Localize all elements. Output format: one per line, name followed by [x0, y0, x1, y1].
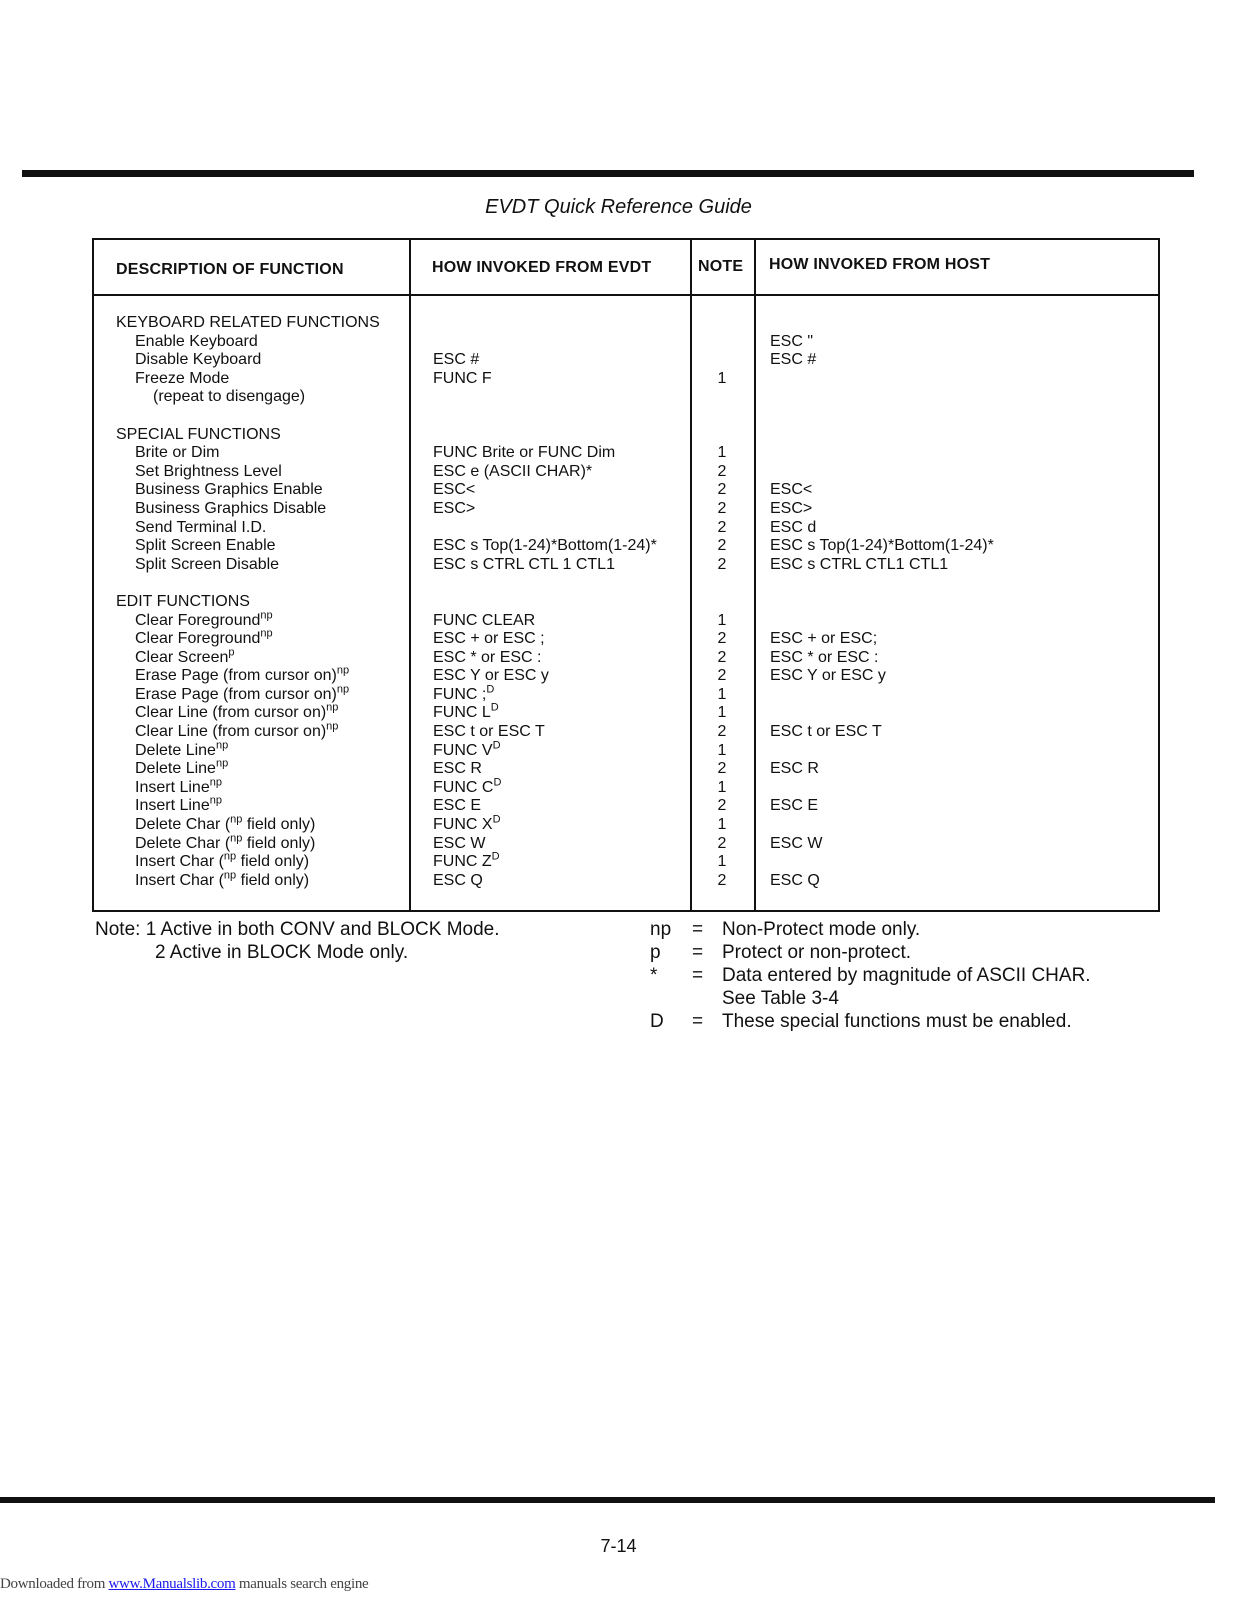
host-invocation: ESC W	[770, 834, 823, 852]
function-description	[116, 481, 406, 500]
evdt-text: ESC Y or ESC y	[433, 667, 549, 685]
function-description	[116, 463, 406, 482]
description-text: Clear Line (from cursor on)	[135, 704, 327, 722]
legend-row	[650, 964, 1190, 987]
reference-table	[92, 238, 1160, 912]
superscript: p	[228, 646, 235, 659]
function-description	[116, 646, 406, 668]
evdt-text: FUNC ;	[433, 685, 487, 703]
host-invocation	[770, 463, 1155, 482]
description-text: Business Graphics Disable	[135, 499, 327, 517]
legend-text: These special functions must be enabled.	[722, 1011, 1072, 1032]
note-number: 1	[717, 704, 727, 722]
evdt-text: ESC + or ESC ;	[433, 630, 545, 648]
description-text: Brite or Dim	[135, 444, 220, 462]
host-invocation	[770, 742, 1155, 761]
host-invocation	[770, 444, 1155, 463]
description-text: Disable Keyboard	[135, 351, 262, 369]
evdt-invocation	[433, 537, 688, 556]
evdt-invocation	[433, 835, 688, 854]
evdt-text: ESC<	[433, 481, 476, 499]
legend-equals: =	[692, 919, 704, 940]
evdt-invocation	[433, 850, 688, 872]
description-text: Delete Char (	[135, 816, 231, 834]
host-invocation: ESC + or ESC;	[770, 630, 878, 648]
section-heading: SPECIAL FUNCTIONS	[116, 425, 281, 443]
empty-cell	[770, 593, 1155, 612]
evdt-invocation	[433, 683, 688, 705]
legend-row	[650, 941, 1190, 964]
legend-symbol: D	[650, 1011, 664, 1032]
host-invocation: ESC d	[770, 518, 817, 536]
evdt-text: FUNC CLEAR	[433, 611, 536, 629]
superscript: np	[223, 869, 237, 882]
superscript: D	[493, 776, 502, 789]
evdt-column	[433, 314, 688, 890]
superscript: np	[260, 627, 273, 640]
evdt-text: ESC s Top(1-24)*Bottom(1-24)*	[433, 537, 657, 555]
section-gap	[116, 407, 406, 426]
function-description	[116, 683, 406, 705]
legend-symbol: p	[650, 942, 661, 963]
note-number: 2	[717, 462, 727, 480]
host-invocation	[770, 853, 1155, 872]
bottom-rule	[0, 1497, 1215, 1503]
note-number: 1	[717, 444, 727, 462]
function-description	[116, 556, 406, 575]
page-title: EVDT Quick Reference Guide	[485, 196, 752, 218]
evdt-text: ESC W	[433, 834, 486, 852]
superscript: D	[491, 850, 500, 863]
description-column	[116, 314, 406, 890]
description-text: Enable Keyboard	[135, 332, 258, 350]
function-description	[116, 813, 406, 835]
function-description	[116, 664, 406, 686]
notes-left	[95, 918, 500, 964]
function-description	[116, 869, 406, 891]
description-text: field only)	[236, 853, 310, 871]
description-text: Erase Page (from cursor on)	[135, 685, 337, 703]
legend-equals: =	[692, 942, 704, 963]
note-label: Note:	[95, 919, 141, 940]
evdt-text: ESC * or ESC :	[433, 648, 542, 666]
evdt-invocation	[433, 612, 688, 631]
note-number: 1	[717, 778, 727, 796]
empty-cell	[694, 593, 750, 612]
section-heading: KEYBOARD RELATED FUNCTIONS	[116, 314, 380, 331]
legend-equals: =	[692, 965, 704, 986]
header-note: NOTE	[698, 258, 744, 275]
note-number: 2	[717, 518, 727, 536]
host-invocation	[770, 686, 1155, 705]
host-invocation	[770, 704, 1155, 723]
host-invocation: ESC Y or ESC y	[770, 667, 886, 685]
evdt-invocation	[433, 739, 688, 761]
page-number: 7-14	[600, 1536, 637, 1556]
section-heading: EDIT FUNCTIONS	[116, 592, 250, 610]
section-gap	[770, 574, 1155, 593]
column-divider	[690, 240, 692, 910]
superscript: D	[492, 813, 501, 826]
superscript: np	[215, 739, 229, 752]
description-text: Insert Line	[135, 797, 210, 815]
evdt-invocation	[433, 500, 688, 519]
description-text: Set Brightness Level	[135, 462, 282, 480]
note-column	[694, 314, 750, 890]
host-invocation	[770, 779, 1155, 798]
note-number: 2	[717, 797, 727, 815]
header-description: DESCRIPTION OF FUNCTION	[116, 261, 344, 278]
superscript: np	[326, 720, 339, 733]
note-number	[694, 388, 750, 407]
evdt-invocation	[433, 797, 688, 816]
section-gap	[694, 407, 750, 426]
note-number: 2	[717, 555, 727, 573]
legend-symbol: np	[650, 919, 672, 940]
evdt-invocation	[433, 463, 688, 482]
manualslib-link[interactable]: www.Manualslib.com	[108, 1576, 236, 1592]
function-description	[116, 333, 406, 352]
note-1: 1 Active in both CONV and BLOCK Mode.	[145, 919, 500, 940]
host-invocation	[770, 816, 1155, 835]
note-number: 2	[717, 834, 727, 852]
note-number: 1	[717, 816, 727, 834]
description-text: Erase Page (from cursor on)	[135, 667, 337, 685]
description-text: Split Screen Disable	[135, 555, 280, 573]
host-column	[770, 314, 1155, 890]
note-number: 2	[717, 537, 727, 555]
empty-cell	[433, 426, 688, 445]
evdt-invocation	[433, 704, 688, 723]
legend-row	[650, 987, 1190, 1010]
note-number: 1	[717, 369, 727, 387]
note-number: 1	[717, 611, 727, 629]
evdt-text: FUNC X	[433, 816, 493, 834]
legend	[650, 918, 1190, 1033]
note-number: 2	[717, 667, 727, 685]
footer-prefix: Downloaded from	[0, 1576, 109, 1592]
function-description	[116, 388, 406, 407]
legend-equals	[692, 987, 722, 1010]
description-text: Clear Foreground	[135, 630, 261, 648]
evdt-invocation	[433, 872, 688, 891]
evdt-invocation	[433, 649, 688, 668]
evdt-text: ESC Q	[433, 871, 483, 889]
description-text: Split Screen Enable	[135, 537, 276, 555]
host-invocation	[770, 388, 1155, 407]
legend-text: See Table 3-4	[722, 988, 839, 1009]
host-invocation: ESC Q	[770, 871, 820, 889]
host-invocation: ESC #	[770, 351, 817, 369]
section-gap	[770, 407, 1155, 426]
legend-row	[650, 1010, 1190, 1033]
evdt-text: ESC>	[433, 499, 476, 517]
host-invocation: ESC "	[770, 332, 814, 350]
function-description	[116, 370, 406, 389]
evdt-invocation	[433, 444, 688, 463]
evdt-text: ESC t or ESC T	[433, 723, 545, 741]
description-text: Delete Line	[135, 760, 216, 778]
evdt-text: FUNC L	[433, 704, 491, 722]
description-text: Clear Screen	[135, 648, 229, 666]
superscript: np	[260, 609, 273, 622]
empty-cell	[433, 314, 688, 333]
function-description	[116, 776, 406, 798]
legend-equals: =	[692, 1011, 704, 1032]
superscript: D	[486, 683, 495, 696]
host-invocation: ESC s CTRL CTL1 CTL1	[770, 555, 949, 573]
function-description	[116, 500, 406, 519]
description-text: Delete Char (	[135, 834, 231, 852]
section-gap	[116, 574, 406, 593]
description-text: field only)	[236, 871, 310, 889]
host-invocation	[770, 370, 1155, 389]
header-evdt: HOW INVOKED FROM EVDT	[432, 259, 652, 276]
function-description	[116, 720, 406, 742]
legend-symbol	[650, 987, 692, 1010]
superscript: D	[490, 702, 499, 715]
function-description	[116, 351, 406, 370]
evdt-invocation	[433, 556, 688, 575]
description-text: Clear Line (from cursor on)	[135, 723, 327, 741]
section-gap	[433, 574, 688, 593]
footer-suffix: manuals search engine	[235, 1576, 369, 1592]
evdt-invocation	[433, 388, 688, 407]
superscript: np	[215, 757, 229, 770]
note-number	[694, 333, 750, 352]
description-text: Freeze Mode	[135, 369, 230, 387]
evdt-text: ESC e (ASCII CHAR)*	[433, 462, 593, 480]
host-invocation: ESC s Top(1-24)*Bottom(1-24)*	[770, 537, 994, 555]
host-invocation: ESC E	[770, 797, 819, 815]
legend-symbol: *	[650, 965, 658, 986]
function-description	[116, 797, 406, 816]
note-number: 1	[717, 741, 727, 759]
superscript: np	[230, 813, 243, 826]
note-number: 2	[717, 630, 727, 648]
note-number: 2	[717, 871, 727, 889]
top-rule	[22, 170, 1194, 177]
evdt-invocation	[433, 630, 688, 649]
superscript: np	[230, 832, 243, 845]
superscript: np	[336, 664, 350, 677]
empty-cell	[433, 593, 688, 612]
superscript: np	[209, 776, 222, 789]
evdt-text: FUNC Brite or FUNC Dim	[433, 444, 616, 462]
host-invocation: ESC t or ESC T	[770, 723, 882, 741]
evdt-invocation	[433, 370, 688, 389]
evdt-text: ESC R	[433, 760, 482, 778]
superscript: np	[209, 795, 222, 808]
host-invocation: ESC<	[770, 481, 813, 499]
host-invocation: ESC>	[770, 499, 813, 517]
section-gap	[694, 574, 750, 593]
legend-text: Protect or non-protect.	[722, 942, 912, 963]
header-divider	[94, 294, 1158, 296]
host-invocation: ESC R	[770, 760, 819, 778]
description-text: Business Graphics Enable	[135, 481, 323, 499]
description-text: Insert Char (	[135, 871, 224, 889]
note-number: 2	[717, 648, 727, 666]
download-footer	[0, 1576, 368, 1593]
function-description	[116, 832, 406, 854]
legend-row	[650, 918, 1190, 941]
evdt-invocation	[433, 723, 688, 742]
header-host: HOW INVOKED FROM HOST	[769, 256, 991, 273]
description-text: Send Terminal I.D.	[135, 518, 267, 536]
note-number	[694, 351, 750, 370]
section-gap	[433, 407, 688, 426]
note-number: 1	[717, 853, 727, 871]
evdt-invocation	[433, 667, 688, 686]
evdt-invocation	[433, 813, 688, 835]
evdt-text: ESC #	[433, 351, 480, 369]
evdt-invocation	[433, 519, 688, 538]
evdt-text: FUNC F	[433, 369, 492, 387]
note-number: 2	[717, 481, 727, 499]
function-description	[116, 537, 406, 556]
description-text: Clear Foreground	[135, 611, 261, 629]
description-text: field only)	[242, 816, 316, 834]
evdt-text: FUNC C	[433, 778, 494, 796]
superscript: np	[223, 850, 237, 863]
evdt-invocation	[433, 351, 688, 370]
host-invocation	[770, 612, 1155, 631]
description-text: (repeat to disengage)	[153, 388, 306, 406]
evdt-text: ESC E	[433, 797, 482, 815]
empty-cell	[694, 314, 750, 333]
empty-cell	[770, 314, 1155, 333]
function-description	[116, 444, 406, 463]
evdt-invocation	[433, 333, 688, 352]
note-number: 2	[717, 499, 727, 517]
description-text: Insert Line	[135, 778, 210, 796]
description-text: Delete Line	[135, 741, 216, 759]
evdt-text: FUNC Z	[433, 853, 492, 871]
description-text: Insert Char (	[135, 853, 224, 871]
legend-text: Non-Protect mode only.	[722, 919, 921, 940]
note-number: 2	[717, 760, 727, 778]
evdt-invocation	[433, 776, 688, 798]
legend-text: Data entered by magnitude of ASCII CHAR.	[722, 965, 1091, 986]
host-invocation: ESC * or ESC :	[770, 648, 879, 666]
empty-cell	[770, 426, 1155, 445]
note-number: 2	[717, 723, 727, 741]
function-description	[116, 627, 406, 649]
evdt-text: ESC s CTRL CTL 1 CTL1	[433, 555, 615, 573]
superscript: np	[336, 683, 350, 696]
empty-cell	[694, 426, 750, 445]
description-text: field only)	[242, 834, 316, 852]
evdt-invocation	[433, 481, 688, 500]
function-description	[116, 850, 406, 872]
function-description	[116, 757, 406, 779]
evdt-text: FUNC V	[433, 741, 493, 759]
note-number: 1	[717, 685, 727, 703]
column-divider	[409, 240, 411, 910]
column-divider	[754, 240, 756, 910]
function-description	[116, 519, 406, 538]
note-2: 2 Active in BLOCK Mode only.	[155, 942, 409, 963]
evdt-invocation	[433, 760, 688, 779]
superscript: D	[492, 739, 501, 752]
superscript: np	[326, 702, 339, 715]
function-description	[116, 739, 406, 761]
function-description	[116, 704, 406, 723]
